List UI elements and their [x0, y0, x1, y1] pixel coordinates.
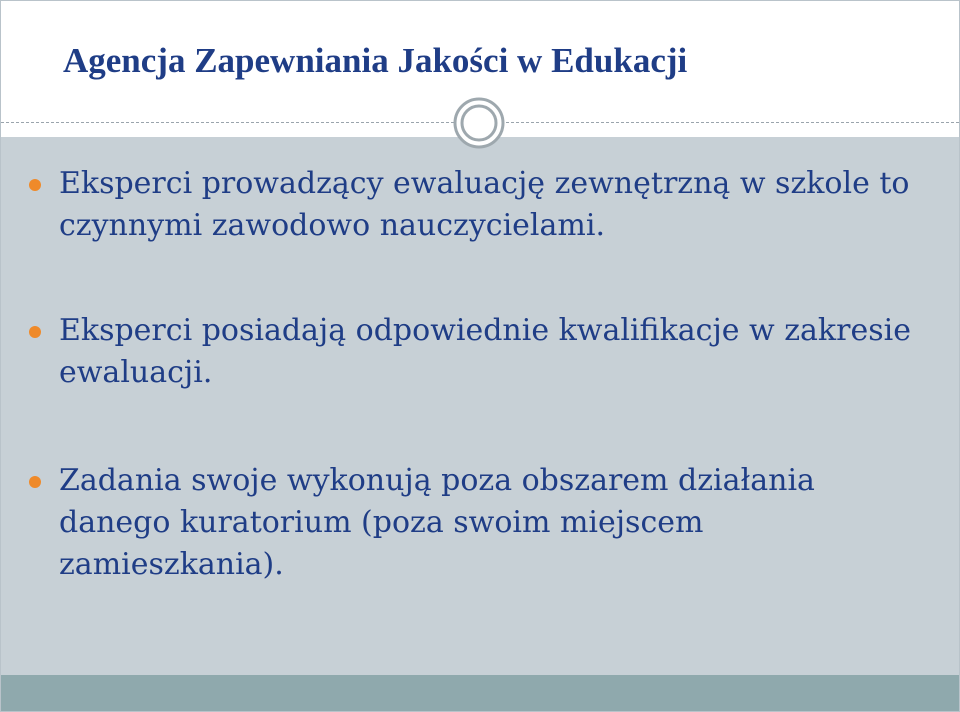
round-bullet-icon — [29, 179, 41, 191]
round-bullet-icon — [29, 476, 41, 488]
double-ring-ornament-icon — [453, 97, 505, 149]
bullet-item — [29, 460, 929, 586]
bullet-text: Eksperci posiadają odpowiednie kwalifikacje w zakresie ewaluacji. — [59, 313, 911, 390]
slide-title: Agencja Zapewniania Jakości w Edukacji — [63, 41, 688, 80]
bullet-text: Zadania swoje wykonują poza obszarem działania danego kuratorium (poza swoim miejscem zamieszkania). — [59, 463, 815, 582]
bullet-item — [29, 163, 929, 247]
round-bullet-icon — [29, 326, 41, 338]
ornament-graphic — [453, 97, 505, 149]
bullet-text: Eksperci prowadzący ewaluację zewnętrzną w szkole to czynnymi zawodowo nauczycielami. — [59, 166, 910, 243]
footer-bar — [1, 675, 959, 711]
bullet-item — [29, 310, 929, 394]
slide-content — [1, 137, 959, 675]
